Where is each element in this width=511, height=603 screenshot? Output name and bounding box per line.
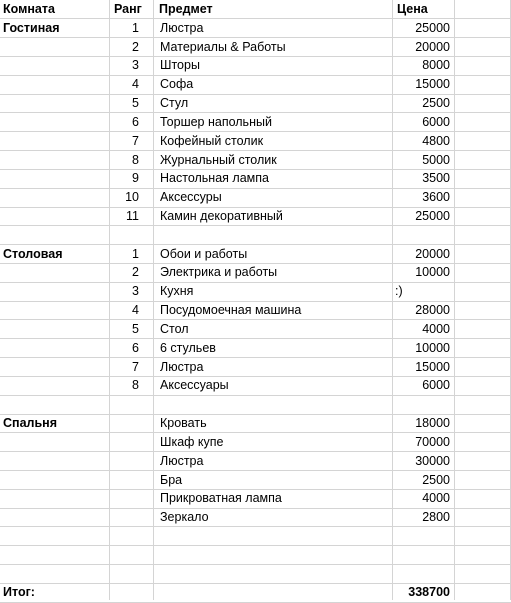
price-cell[interactable]: 2800 [422, 510, 450, 525]
item-cell[interactable]: Аксессуры [160, 190, 222, 205]
rank-cell[interactable]: 9 [132, 171, 139, 186]
row-gridline [0, 564, 511, 565]
table-row [0, 565, 511, 584]
rank-cell[interactable]: 8 [132, 378, 139, 393]
table-row [0, 263, 511, 282]
item-cell[interactable]: Шкаф купе [160, 434, 224, 449]
row-gridline [0, 526, 511, 527]
column-header-room[interactable]: Комната [3, 2, 55, 16]
room-cell[interactable] [0, 471, 109, 490]
rank-cell[interactable]: 10 [125, 190, 139, 205]
row-gridline [0, 376, 511, 377]
table-row [0, 395, 511, 414]
row-gridline [0, 301, 511, 302]
rank-cell[interactable]: 2 [132, 265, 139, 280]
item-cell[interactable]: Зеркало [160, 510, 209, 525]
item-cell[interactable]: Торшер напольный [160, 114, 272, 129]
room-cell[interactable]: Гостиная [3, 20, 60, 35]
item-cell[interactable] [153, 565, 392, 584]
row-gridline [0, 395, 511, 396]
item-cell[interactable]: Люстра [160, 20, 204, 35]
column-header-rank[interactable]: Ранг [114, 2, 142, 16]
row-gridline [0, 282, 511, 283]
extra-cell[interactable] [454, 151, 511, 170]
extra-cell[interactable] [454, 339, 511, 358]
item-cell[interactable]: Материалы & Работы [160, 39, 286, 54]
item-cell[interactable]: 6 стульев [160, 340, 216, 355]
total-row [0, 583, 511, 602]
row-gridline [0, 432, 511, 433]
row-gridline [0, 263, 511, 264]
rank-cell[interactable]: 6 [132, 340, 139, 355]
extra-cell[interactable] [454, 527, 511, 546]
room-cell[interactable] [0, 489, 109, 508]
extra-cell[interactable] [454, 19, 511, 38]
table-row [0, 320, 511, 339]
table-row [0, 75, 511, 94]
extra-cell[interactable] [454, 433, 511, 452]
price-cell[interactable]: 10000 [415, 340, 450, 355]
row-gridline [0, 508, 511, 509]
extra-cell[interactable] [454, 75, 511, 94]
price-cell[interactable]: 6000 [422, 378, 450, 393]
price-cell[interactable]: 15000 [415, 359, 450, 374]
extra-cell[interactable] [454, 546, 511, 565]
extra-cell[interactable] [454, 395, 511, 414]
row-gridline [0, 37, 511, 38]
rank-cell[interactable] [109, 433, 153, 452]
rank-cell[interactable] [109, 508, 153, 527]
extra-cell[interactable] [454, 320, 511, 339]
price-cell[interactable]: 28000 [415, 303, 450, 318]
extra-cell[interactable] [454, 132, 511, 151]
room-cell[interactable] [0, 132, 109, 151]
price-cell[interactable]: 3600 [422, 190, 450, 205]
room-cell[interactable] [0, 75, 109, 94]
price-cell[interactable]: 70000 [415, 434, 450, 449]
table-row [0, 207, 511, 226]
rank-cell[interactable]: 6 [132, 114, 139, 129]
extra-cell[interactable] [454, 56, 511, 75]
row-gridline [0, 338, 511, 339]
room-cell[interactable] [0, 263, 109, 282]
price-cell[interactable]: 3500 [422, 171, 450, 186]
price-cell[interactable]: 4800 [422, 133, 450, 148]
extra-cell[interactable] [454, 471, 511, 490]
rank-cell[interactable]: 11 [126, 209, 139, 224]
row-gridline [0, 75, 511, 76]
rank-cell[interactable]: 1 [132, 246, 139, 261]
extra-cell[interactable] [454, 188, 511, 207]
extra-cell[interactable] [454, 207, 511, 226]
price-cell[interactable]: 10000 [415, 265, 450, 280]
total-rank-cell[interactable] [109, 583, 153, 602]
extra-cell[interactable] [454, 245, 511, 264]
table-row [0, 471, 511, 490]
room-cell[interactable] [0, 376, 109, 395]
price-cell[interactable]: 8000 [422, 58, 450, 73]
table-row [0, 113, 511, 132]
rank-cell[interactable]: 5 [132, 96, 139, 111]
extra-cell[interactable] [454, 94, 511, 113]
rank-cell[interactable]: 5 [132, 321, 139, 336]
table-row [0, 226, 511, 245]
table-row [0, 546, 511, 565]
rank-cell[interactable] [109, 471, 153, 490]
room-cell[interactable] [0, 188, 109, 207]
table-row [0, 19, 511, 38]
row-gridline [0, 470, 511, 471]
total-value[interactable]: 338700 [408, 585, 450, 600]
price-cell[interactable]: 15000 [415, 77, 450, 92]
price-cell[interactable] [392, 546, 454, 565]
column-header-price[interactable]: Цена [397, 2, 428, 16]
extra-cell[interactable] [454, 414, 511, 433]
row-gridline [0, 112, 511, 113]
room-cell[interactable] [0, 151, 109, 170]
item-cell[interactable]: Бра [160, 472, 183, 487]
room-cell[interactable] [0, 452, 109, 471]
item-cell[interactable]: Стул [160, 96, 189, 111]
rank-cell[interactable]: 3 [132, 284, 139, 299]
rank-cell[interactable]: 4 [132, 303, 139, 318]
item-cell[interactable]: Аксессуары [160, 378, 229, 393]
row-gridline [0, 94, 511, 95]
price-cell[interactable]: 6000 [422, 114, 450, 129]
room-cell[interactable] [0, 226, 109, 245]
row-gridline [0, 207, 511, 208]
extra-cell[interactable] [454, 169, 511, 188]
room-cell[interactable] [0, 433, 109, 452]
table-row [0, 169, 511, 188]
rank-cell[interactable] [109, 489, 153, 508]
column-header-item[interactable]: Предмет [159, 2, 213, 16]
room-cell[interactable] [0, 527, 109, 546]
room-cell[interactable] [0, 113, 109, 132]
row-gridline [0, 244, 511, 245]
rank-cell[interactable]: 3 [132, 58, 139, 73]
price-cell[interactable]: 2500 [422, 96, 450, 111]
table-row [0, 339, 511, 358]
rank-cell[interactable]: 2 [132, 39, 139, 54]
row-gridline [0, 18, 511, 19]
extra-cell[interactable] [454, 263, 511, 282]
room-cell[interactable] [0, 56, 109, 75]
room-cell[interactable] [0, 207, 109, 226]
room-cell[interactable] [0, 565, 109, 584]
rank-cell[interactable] [109, 527, 153, 546]
rank-cell[interactable]: 1 [132, 20, 139, 35]
table-row [0, 527, 511, 546]
row-gridline [0, 188, 511, 189]
rank-cell[interactable] [109, 414, 153, 433]
table-row [0, 358, 511, 377]
price-cell[interactable]: 20000 [415, 39, 450, 54]
room-cell[interactable] [0, 169, 109, 188]
extra-cell[interactable] [454, 358, 511, 377]
column-header-empty[interactable] [454, 0, 511, 19]
item-cell[interactable]: Журнальный столик [160, 152, 277, 167]
price-cell[interactable]: 4000 [422, 321, 450, 336]
table-row [0, 433, 511, 452]
price-cell[interactable]: 2500 [422, 472, 450, 487]
total-label[interactable]: Итог: [3, 585, 35, 600]
extra-cell[interactable] [454, 565, 511, 584]
room-cell[interactable]: Столовая [3, 246, 63, 261]
extra-cell[interactable] [454, 301, 511, 320]
table-row [0, 282, 511, 301]
price-cell[interactable]: 5000 [422, 152, 450, 167]
item-cell[interactable]: Кухня [160, 284, 194, 299]
extra-cell[interactable] [454, 113, 511, 132]
item-cell[interactable]: Кофейный столик [160, 133, 264, 148]
extra-cell[interactable] [454, 38, 511, 57]
room-cell[interactable] [0, 282, 109, 301]
room-cell[interactable] [0, 546, 109, 565]
rank-cell[interactable]: 7 [132, 359, 139, 374]
table-row [0, 508, 511, 527]
price-cell[interactable]: 25000 [415, 209, 450, 224]
room-cell[interactable] [0, 395, 109, 414]
row-gridline [0, 225, 511, 226]
rank-cell[interactable]: 7 [132, 133, 139, 148]
item-cell[interactable]: Посудомоечная машина [160, 303, 302, 318]
extra-cell[interactable] [454, 452, 511, 471]
price-cell[interactable] [392, 395, 454, 414]
item-cell[interactable]: Обои и работы [160, 246, 248, 261]
room-cell[interactable] [0, 94, 109, 113]
room-cell[interactable] [0, 301, 109, 320]
total-extra-cell[interactable] [454, 583, 511, 602]
item-cell[interactable]: Люстра [160, 453, 204, 468]
item-cell[interactable]: Стол [160, 321, 189, 336]
item-cell[interactable]: Софа [160, 77, 194, 92]
table-row [0, 489, 511, 508]
extra-cell[interactable] [454, 376, 511, 395]
table-row [0, 151, 511, 170]
rank-cell[interactable] [109, 565, 153, 584]
price-cell[interactable]: 18000 [415, 416, 450, 431]
price-cell[interactable]: 25000 [415, 20, 450, 35]
price-cell[interactable]: 4000 [422, 491, 450, 506]
price-cell[interactable] [392, 565, 454, 584]
table-row [0, 188, 511, 207]
price-cell[interactable] [392, 527, 454, 546]
table-row [0, 376, 511, 395]
rank-cell[interactable] [109, 452, 153, 471]
extra-cell[interactable] [454, 282, 511, 301]
price-cell[interactable]: 30000 [415, 453, 450, 468]
total-item-cell[interactable] [153, 583, 392, 602]
extra-cell[interactable] [454, 489, 511, 508]
table-row [0, 56, 511, 75]
room-cell[interactable] [0, 320, 109, 339]
item-cell[interactable] [153, 546, 392, 565]
extra-cell[interactable] [454, 226, 511, 245]
item-cell[interactable]: Электрика и работы [160, 265, 278, 280]
rank-cell[interactable] [109, 395, 153, 414]
table-row [0, 452, 511, 471]
item-cell[interactable] [153, 527, 392, 546]
item-cell[interactable]: Люстра [160, 359, 204, 374]
table-row [0, 414, 511, 433]
table-row [0, 38, 511, 57]
item-cell[interactable] [153, 226, 392, 245]
item-cell[interactable]: Шторы [160, 58, 200, 73]
row-gridline [0, 150, 511, 151]
table-row [0, 132, 511, 151]
rank-cell[interactable]: 4 [132, 77, 139, 92]
row-gridline [0, 489, 511, 490]
row-gridline [0, 56, 511, 57]
rank-cell[interactable] [109, 546, 153, 565]
row-gridline [0, 451, 511, 452]
rank-cell[interactable]: 8 [132, 152, 139, 167]
room-cell[interactable] [0, 508, 109, 527]
price-cell[interactable] [392, 226, 454, 245]
row-gridline [0, 357, 511, 358]
item-cell[interactable] [153, 395, 392, 414]
header-row [0, 0, 511, 19]
price-cell[interactable]: :) [395, 284, 403, 299]
row-gridline [0, 545, 511, 546]
item-cell[interactable]: Настольная лампа [160, 171, 269, 186]
room-cell[interactable] [0, 339, 109, 358]
table-row [0, 94, 511, 113]
room-cell[interactable] [0, 38, 109, 57]
room-cell[interactable]: Спальня [3, 416, 57, 431]
item-cell[interactable]: Камин декоративный [160, 209, 283, 224]
table-row [0, 245, 511, 264]
row-gridline [0, 319, 511, 320]
extra-cell[interactable] [454, 508, 511, 527]
room-cell[interactable] [0, 358, 109, 377]
rank-cell[interactable] [109, 226, 153, 245]
item-cell[interactable]: Прикроватная лампа [160, 491, 282, 506]
row-gridline [0, 169, 511, 170]
row-gridline [0, 414, 511, 415]
item-cell[interactable]: Кровать [160, 416, 207, 431]
price-cell[interactable]: 20000 [415, 246, 450, 261]
row-gridline [0, 583, 511, 584]
row-gridline [0, 131, 511, 132]
table-row [0, 301, 511, 320]
